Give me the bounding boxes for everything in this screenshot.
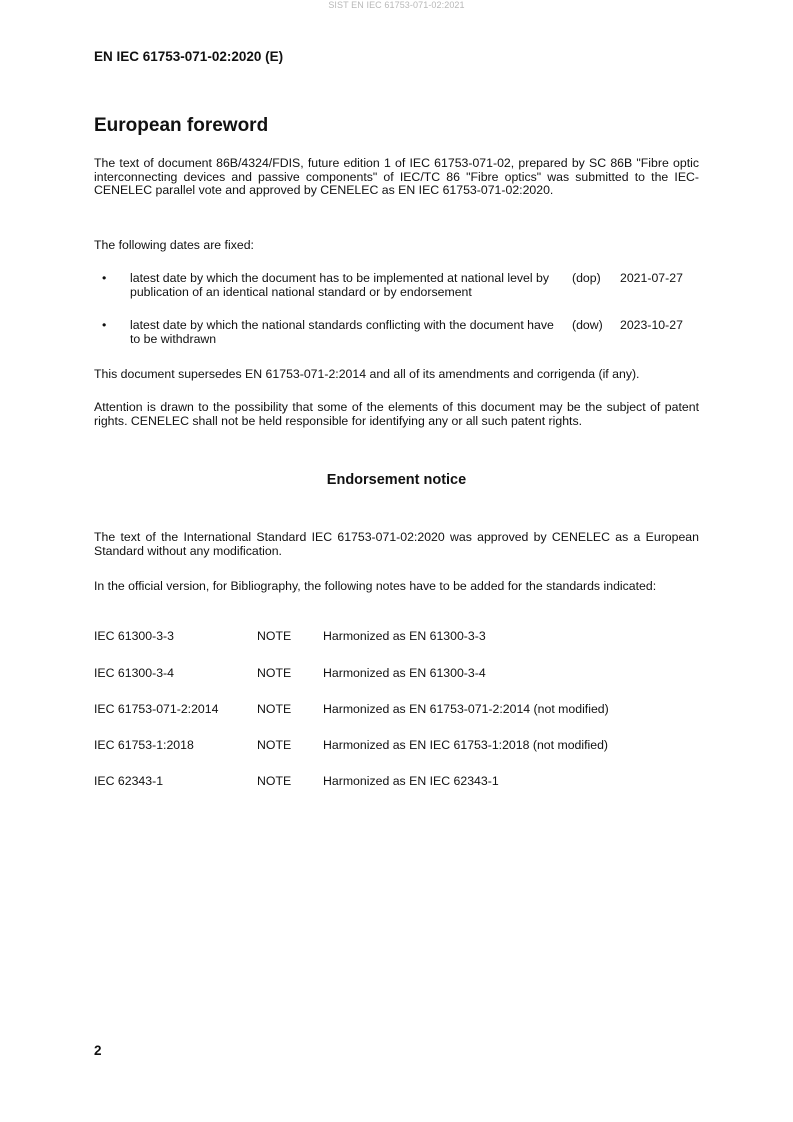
bullet-icon: • xyxy=(102,271,107,285)
document-id: EN IEC 61753-071-02:2020 (E) xyxy=(94,49,284,64)
note-text: Harmonized as EN 61300-3-4 xyxy=(323,666,486,680)
note-standard: IEC 61753-071-2:2014 xyxy=(94,702,219,716)
dates-intro: The following dates are fixed: xyxy=(94,238,254,252)
endorsement-approval: The text of the International Standard IEC 61753-071-02:2020 was approved by CENELEC as a European Standard without any modification. xyxy=(94,530,699,558)
page-number: 2 xyxy=(94,1043,102,1058)
foreword-heading: European foreword xyxy=(94,115,269,136)
date-item-dow xyxy=(94,319,699,349)
bullet-icon: • xyxy=(102,318,107,332)
note-text: Harmonized as EN 61753-071-2:2014 (not modified) xyxy=(323,702,609,716)
endorsement-heading: Endorsement notice xyxy=(326,472,467,488)
date-item-abbr: (dop) xyxy=(572,271,601,285)
note-text: Harmonized as EN IEC 61753-1:2018 (not modified) xyxy=(323,738,609,752)
note-label: NOTE xyxy=(257,702,292,716)
note-standard: IEC 61300-3-4 xyxy=(94,666,174,680)
bibliography-intro: In the official version, for Bibliography, the following notes have to be added for the standards indicated: xyxy=(94,579,657,593)
patent-text: Attention is drawn to the possibility that some of the elements of this document may be the subject of patent rights. CENELEC shall not be held responsible for identifying any or all such patent rights. xyxy=(94,400,699,428)
date-item-abbr: (dow) xyxy=(572,318,603,332)
note-label: NOTE xyxy=(257,774,292,788)
note-standard: IEC 61300-3-3 xyxy=(94,629,174,643)
note-text: Harmonized as EN IEC 62343-1 xyxy=(323,774,499,788)
date-item-date: 2021-07-27 xyxy=(620,271,683,285)
note-label: NOTE xyxy=(257,738,292,752)
note-text: Harmonized as EN 61300-3-3 xyxy=(323,629,486,643)
date-item-date: 2023-10-27 xyxy=(620,318,683,332)
watermark: SIST EN IEC 61753-071-02:2021 xyxy=(328,0,465,10)
note-standard: IEC 61753-1:2018 xyxy=(94,738,194,752)
note-label: NOTE xyxy=(257,666,292,680)
foreword-intro: The text of document 86B/4324/FDIS, future edition 1 of IEC 61753-071-02, prepared by SC 86B "Fibre optic interconnecting devices and passive components" of IEC/TC 86 "Fibre optics" was submitted to the IEC-CENELEC parallel vote and approved by CENELEC as EN IEC 61753-071-02:2020. xyxy=(94,156,699,198)
supersedes-text: This document supersedes EN 61753-071-2:2014 and all of its amendments and corrigenda (if any). xyxy=(94,367,640,381)
note-label: NOTE xyxy=(257,629,292,643)
note-standard: IEC 62343-1 xyxy=(94,774,164,788)
date-item-dop xyxy=(94,272,699,302)
date-item-text: latest date by which the document has to be implemented at national level by publication of an identical national standard or by endorsement xyxy=(130,271,550,299)
date-item-text: latest date by which the national standards conflicting with the document have to be withdrawn xyxy=(130,318,554,346)
